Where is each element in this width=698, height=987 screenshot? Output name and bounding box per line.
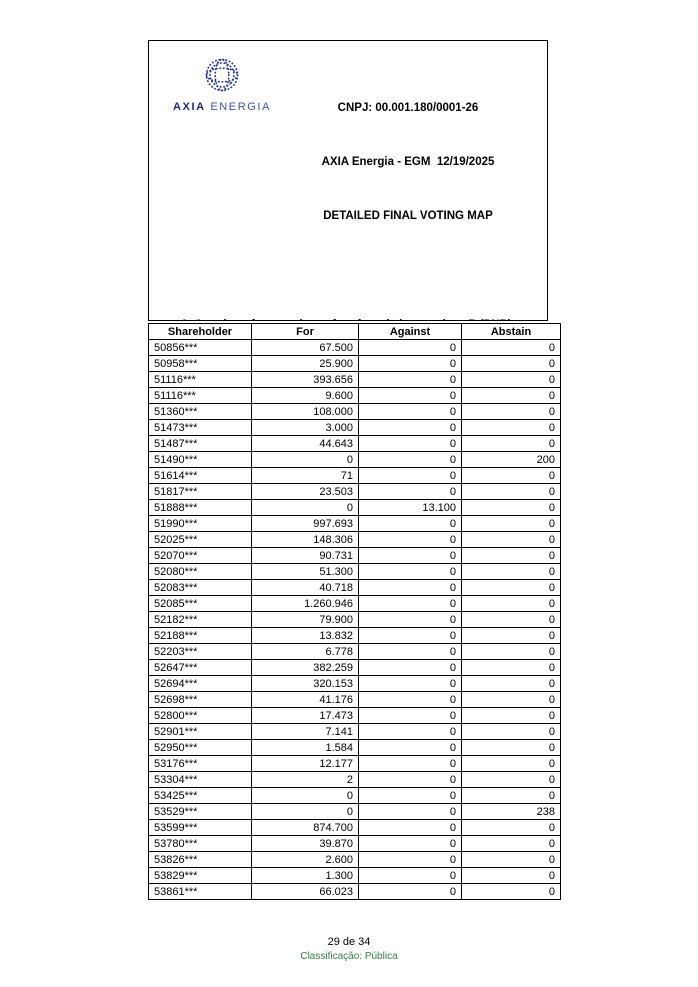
shareholder-cell: 53826*** bbox=[149, 852, 252, 868]
value-cell: 0 bbox=[462, 740, 561, 756]
value-cell: 0 bbox=[359, 484, 462, 500]
value-cell: 997.693 bbox=[252, 516, 359, 532]
column-header: Against bbox=[359, 324, 462, 340]
shareholder-cell: 51473*** bbox=[149, 420, 252, 436]
value-cell: 0 bbox=[359, 788, 462, 804]
table-row bbox=[149, 548, 561, 564]
table-row bbox=[149, 772, 561, 788]
table-row bbox=[149, 676, 561, 692]
value-cell: 0 bbox=[252, 500, 359, 516]
value-cell: 0 bbox=[462, 884, 561, 900]
value-cell: 67.500 bbox=[252, 340, 359, 356]
value-cell: 0 bbox=[462, 356, 561, 372]
value-cell: 0 bbox=[462, 372, 561, 388]
table-row bbox=[149, 820, 561, 836]
value-cell: 7.141 bbox=[252, 724, 359, 740]
value-cell: 0 bbox=[252, 452, 359, 468]
table-row bbox=[149, 564, 561, 580]
column-header: Shareholder bbox=[149, 324, 252, 340]
header-title-block bbox=[283, 54, 547, 261]
table-row bbox=[149, 356, 561, 372]
value-cell: 238 bbox=[462, 804, 561, 820]
table-row bbox=[149, 788, 561, 804]
value-cell: 0 bbox=[462, 628, 561, 644]
value-cell: 6.778 bbox=[252, 644, 359, 660]
value-cell: 0 bbox=[359, 740, 462, 756]
table-row bbox=[149, 404, 561, 420]
table-row bbox=[149, 612, 561, 628]
value-cell: 0 bbox=[462, 596, 561, 612]
shareholder-cell: 53780*** bbox=[149, 836, 252, 852]
logo-word-energia: ENERGIA bbox=[210, 101, 272, 113]
value-cell: 1.584 bbox=[252, 740, 359, 756]
shareholder-cell: 52647*** bbox=[149, 660, 252, 676]
value-cell: 320.153 bbox=[252, 676, 359, 692]
table-row bbox=[149, 580, 561, 596]
value-cell: 0 bbox=[359, 676, 462, 692]
shareholder-cell: 52694*** bbox=[149, 676, 252, 692]
shareholder-cell: 51360*** bbox=[149, 404, 252, 420]
shareholder-cell: 51116*** bbox=[149, 372, 252, 388]
value-cell: 51.300 bbox=[252, 564, 359, 580]
value-cell: 0 bbox=[462, 404, 561, 420]
page-footer bbox=[0, 936, 698, 962]
value-cell: 25.900 bbox=[252, 356, 359, 372]
value-cell: 0 bbox=[359, 692, 462, 708]
table-row bbox=[149, 740, 561, 756]
value-cell: 39.870 bbox=[252, 836, 359, 852]
shareholder-cell: 53599*** bbox=[149, 820, 252, 836]
shareholder-cell: 51487*** bbox=[149, 436, 252, 452]
value-cell: 23.503 bbox=[252, 484, 359, 500]
value-cell: 0 bbox=[359, 852, 462, 868]
value-cell: 13.100 bbox=[359, 500, 462, 516]
value-cell: 41.176 bbox=[252, 692, 359, 708]
shareholder-cell: 51990*** bbox=[149, 516, 252, 532]
value-cell: 79.900 bbox=[252, 612, 359, 628]
value-cell: 0 bbox=[462, 564, 561, 580]
table-row bbox=[149, 628, 561, 644]
value-cell: 0 bbox=[359, 468, 462, 484]
table-row bbox=[149, 660, 561, 676]
header-doc-title: DETAILED FINAL VOTING MAP bbox=[323, 210, 493, 222]
shareholder-cell: 53861*** bbox=[149, 884, 252, 900]
table-row bbox=[149, 596, 561, 612]
table-row bbox=[149, 804, 561, 820]
table-row bbox=[149, 868, 561, 884]
shareholder-cell: 52901*** bbox=[149, 724, 252, 740]
voting-table bbox=[148, 323, 561, 900]
shareholder-cell: 51116*** bbox=[149, 388, 252, 404]
value-cell: 13.832 bbox=[252, 628, 359, 644]
value-cell: 0 bbox=[359, 884, 462, 900]
value-cell: 0 bbox=[252, 804, 359, 820]
value-cell: 0 bbox=[462, 500, 561, 516]
value-cell: 0 bbox=[462, 644, 561, 660]
value-cell: 0 bbox=[359, 436, 462, 452]
value-cell: 0 bbox=[359, 356, 462, 372]
logo-text bbox=[173, 101, 271, 113]
value-cell: 0 bbox=[462, 388, 561, 404]
globe-dots-icon bbox=[199, 54, 245, 96]
value-cell: 0 bbox=[359, 836, 462, 852]
shareholder-cell: 52070*** bbox=[149, 548, 252, 564]
value-cell: 0 bbox=[359, 772, 462, 788]
table-row bbox=[149, 452, 561, 468]
value-cell: 71 bbox=[252, 468, 359, 484]
table-row bbox=[149, 468, 561, 484]
value-cell: 0 bbox=[462, 468, 561, 484]
value-cell: 200 bbox=[462, 452, 561, 468]
table-row bbox=[149, 852, 561, 868]
table-row bbox=[149, 500, 561, 516]
shareholder-cell: 51888*** bbox=[149, 500, 252, 516]
shareholder-cell: 52800*** bbox=[149, 708, 252, 724]
value-cell: 0 bbox=[462, 724, 561, 740]
shareholder-cell: 51817*** bbox=[149, 484, 252, 500]
table-row bbox=[149, 484, 561, 500]
header-cnpj: CNPJ: 00.001.180/0001-26 bbox=[337, 102, 479, 114]
value-cell: 0 bbox=[462, 692, 561, 708]
value-cell: 0 bbox=[359, 532, 462, 548]
shareholder-cell: 52085*** bbox=[149, 596, 252, 612]
value-cell: 108.000 bbox=[252, 404, 359, 420]
value-cell: 2 bbox=[252, 772, 359, 788]
value-cell: 3.000 bbox=[252, 420, 359, 436]
value-cell: 0 bbox=[359, 596, 462, 612]
agenda-item-text bbox=[157, 317, 539, 321]
value-cell: 0 bbox=[359, 804, 462, 820]
value-cell: 0 bbox=[462, 852, 561, 868]
table-body bbox=[149, 340, 561, 900]
shareholder-cell: 53304*** bbox=[149, 772, 252, 788]
value-cell: 1.260.946 bbox=[252, 596, 359, 612]
value-cell: 0 bbox=[359, 724, 462, 740]
shareholder-cell: 50856*** bbox=[149, 340, 252, 356]
table-row bbox=[149, 692, 561, 708]
value-cell: 0 bbox=[462, 708, 561, 724]
table-row bbox=[149, 388, 561, 404]
table-row bbox=[149, 884, 561, 900]
value-cell: 1.300 bbox=[252, 868, 359, 884]
value-cell: 17.473 bbox=[252, 708, 359, 724]
table-row bbox=[149, 836, 561, 852]
value-cell: 0 bbox=[462, 772, 561, 788]
value-cell: 0 bbox=[359, 644, 462, 660]
value-cell: 0 bbox=[359, 756, 462, 772]
value-cell: 0 bbox=[359, 612, 462, 628]
table-header-row bbox=[149, 324, 561, 340]
shareholder-cell: 53829*** bbox=[149, 868, 252, 884]
value-cell: 0 bbox=[462, 516, 561, 532]
table-row bbox=[149, 372, 561, 388]
table-row bbox=[149, 644, 561, 660]
value-cell: 0 bbox=[462, 420, 561, 436]
column-header: For bbox=[252, 324, 359, 340]
table-row bbox=[149, 436, 561, 452]
table-row bbox=[149, 340, 561, 356]
value-cell: 0 bbox=[359, 452, 462, 468]
value-cell: 0 bbox=[462, 580, 561, 596]
value-cell: 90.731 bbox=[252, 548, 359, 564]
header-box bbox=[148, 40, 548, 321]
value-cell: 44.643 bbox=[252, 436, 359, 452]
value-cell: 0 bbox=[359, 516, 462, 532]
table-row bbox=[149, 708, 561, 724]
value-cell: 12.177 bbox=[252, 756, 359, 772]
value-cell: 0 bbox=[462, 484, 561, 500]
value-cell: 0 bbox=[359, 868, 462, 884]
value-cell: 0 bbox=[462, 548, 561, 564]
page-number: 29 de 34 bbox=[327, 936, 371, 948]
value-cell: 0 bbox=[462, 532, 561, 548]
shareholder-cell: 52950*** bbox=[149, 740, 252, 756]
shareholder-cell: 53425*** bbox=[149, 788, 252, 804]
value-cell: 0 bbox=[462, 820, 561, 836]
value-cell: 2.600 bbox=[252, 852, 359, 868]
table-row bbox=[149, 532, 561, 548]
value-cell: 66.023 bbox=[252, 884, 359, 900]
document-page bbox=[148, 40, 555, 900]
header-top bbox=[149, 41, 547, 261]
logo-word-axia: AXIA bbox=[172, 101, 206, 113]
value-cell: 0 bbox=[359, 388, 462, 404]
value-cell: 0 bbox=[359, 404, 462, 420]
shareholder-cell: 52182*** bbox=[149, 612, 252, 628]
value-cell: 393.656 bbox=[252, 372, 359, 388]
table-row bbox=[149, 756, 561, 772]
value-cell: 0 bbox=[359, 420, 462, 436]
shareholder-cell: 52080*** bbox=[149, 564, 252, 580]
value-cell: 0 bbox=[359, 564, 462, 580]
column-header: Abstain bbox=[462, 324, 561, 340]
value-cell: 0 bbox=[359, 660, 462, 676]
value-cell: 382.259 bbox=[252, 660, 359, 676]
value-cell: 0 bbox=[462, 436, 561, 452]
value-cell: 0 bbox=[359, 548, 462, 564]
shareholder-cell: 53176*** bbox=[149, 756, 252, 772]
value-cell: 0 bbox=[359, 372, 462, 388]
value-cell: 0 bbox=[462, 788, 561, 804]
value-cell: 874.700 bbox=[252, 820, 359, 836]
value-cell: 0 bbox=[462, 868, 561, 884]
value-cell: 0 bbox=[462, 836, 561, 852]
shareholder-cell: 52698*** bbox=[149, 692, 252, 708]
shareholder-cell: 52083*** bbox=[149, 580, 252, 596]
classification-label: Classificação: Pública bbox=[300, 951, 398, 962]
value-cell: 0 bbox=[462, 660, 561, 676]
value-cell: 0 bbox=[462, 612, 561, 628]
axia-logo bbox=[161, 54, 283, 113]
shareholder-cell: 52025*** bbox=[149, 532, 252, 548]
table-row bbox=[149, 724, 561, 740]
shareholder-cell: 51490*** bbox=[149, 452, 252, 468]
header-meeting: AXIA Energia - EGM 12/19/2025 bbox=[321, 156, 495, 168]
value-cell: 9.600 bbox=[252, 388, 359, 404]
value-cell: 0 bbox=[462, 676, 561, 692]
value-cell: 0 bbox=[359, 628, 462, 644]
value-cell: 0 bbox=[359, 340, 462, 356]
value-cell: 40.718 bbox=[252, 580, 359, 596]
shareholder-cell: 51614*** bbox=[149, 468, 252, 484]
value-cell: 0 bbox=[359, 820, 462, 836]
value-cell: 148.306 bbox=[252, 532, 359, 548]
value-cell: 0 bbox=[359, 580, 462, 596]
table-row bbox=[149, 420, 561, 436]
shareholder-cell: 52188*** bbox=[149, 628, 252, 644]
value-cell: 0 bbox=[462, 340, 561, 356]
shareholder-cell: 52203*** bbox=[149, 644, 252, 660]
value-cell: 0 bbox=[252, 788, 359, 804]
shareholder-cell: 53529*** bbox=[149, 804, 252, 820]
value-cell: 0 bbox=[462, 756, 561, 772]
table-row bbox=[149, 516, 561, 532]
value-cell: 0 bbox=[359, 708, 462, 724]
shareholder-cell: 50958*** bbox=[149, 356, 252, 372]
